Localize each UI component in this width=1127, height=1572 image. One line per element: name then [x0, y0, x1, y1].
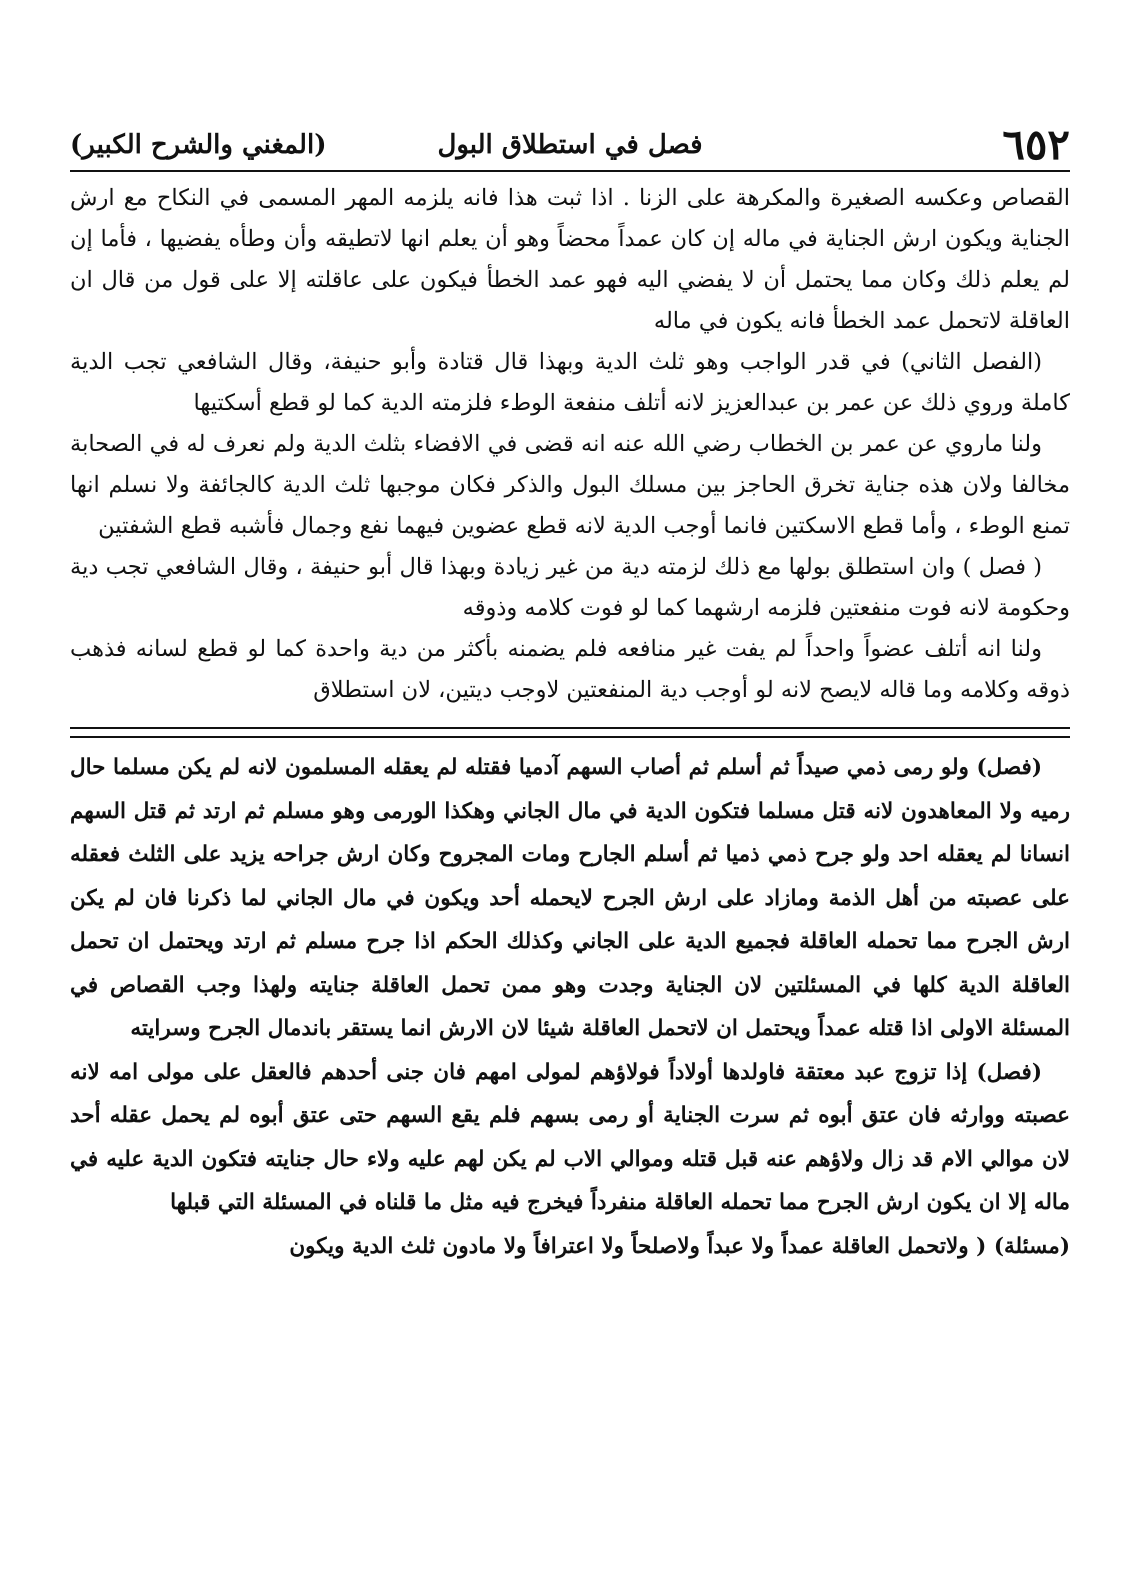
main-paragraph: القصاص وعكسه الصغيرة والمكرهة على الزنا . اذا ثبت هذا فانه يلزمه المهر المسمى في النكاح مع ارش الجناية ويكون ارش الجناية في ماله إن كان عمداً محضاً وهو أن يعلم انها لاتطيقه وأن وطأه يفضيها ، فأما إن لم يعلم ذلك وكان مما يحتمل أن لا يفضي اليه فهو عمد الخطأ فيكون على عاقلته إلا على قول من قال ان العاقلة لاتحمل عمد الخطأ فانه يكون في ماله: [70, 185, 1070, 334]
page-number: ٦٥٢: [1002, 120, 1070, 169]
commentary-paragraph: (فصل) ولو رمى ذمي صيداً ثم أسلم ثم أصاب السهم آدميا فقتله لم يعقله المسلمون لانه لم يكن مسلما حال رميه ولا المعاهدون لانه قتل مسلما فتكون الدية في مال الجاني وهكذا الورمى وهو مسلم ثم ارتد ثم قتل السهم انسانا لم يعقله احد ولو جرح ذمي ذميا ثم أسلم الجارح ومات المجروح وكان ارش جراحه يزيد على الثلث فعقله على عصبته من أهل الذمة ومازاد على ارش الجرح لايحمله أحد ويكون في مال الجاني لما ذكرنا فان لم يكن ارش الجرح مما تحمله العاقلة فجميع الدية على الجاني وكذلك الحكم اذا جرح مسلم ثم ارتد ويحتمل ان تحمل العاقلة الدية كلها في المسئلتين لان الجناية وجدت وهو ممن تحمل العاقلة جنايته ولهذا وجب القصاص في المسئلة الاولى اذا قتله عمداً ويحتمل ان لاتحمل العاقلة شيئا لان الارش انما يستقر باندمال الجرح وسرايته: [70, 755, 1070, 1041]
commentary-paragraph: (فصل) إذا تزوج عبد معتقة فاولدها أولاداً فولاؤهم لمولى امهم فان جنى أحدهم فالعقل على مولى امه لانه عصبته ووارثه فان عتق أبوه ثم سرت الجناية أو رمى بسهم فلم يقع السهم حتى عتق أبوه لم يحمل عقله أحد لان موالي الام قد زال ولاؤهم عنه قبل قتله وموالي الاب لم يكن لهم عليه ولاء حال جنايته فتكون الدية عليه في ماله إلا ان يكون ارش الجرح مما تحمله العاقلة منفرداً فيخرج فيه مثل ما قلناه في المسئلة التي قبلها: [70, 1059, 1070, 1215]
page: [70, 100, 1070, 1268]
main-text: [70, 178, 1070, 711]
page-header: [70, 100, 1070, 172]
book-title: (المغني والشرح الكبير): [70, 130, 327, 160]
commentary-text: [70, 746, 1070, 1268]
running-title: فصل في استطلاق البول: [437, 130, 703, 160]
main-paragraph: ولنا ماروي عن عمر بن الخطاب رضي الله عنه انه قضى في الافضاء بثلث الدية ولم نعرف له في الصحابة مخالفا ولان هذه جناية تخرق الحاجز بين مسلك البول والذكر فكان موجبها ثلث الدية كالجائفة ولا نسلم انها تمنع الوطء ، وأما قطع الاسكتين فانما أوجب الدية لانه قطع عضوين فيهما نفع وجمال فأشبه قطع الشفتين: [70, 431, 1070, 539]
section-divider: [70, 727, 1070, 738]
main-paragraph: (الفصل الثاني) في قدر الواجب وهو ثلث الدية وبهذا قال قتادة وأبو حنيفة، وقال الشافعي تجب الدية كاملة وروي ذلك عن عمر بن عبدالعزيز لانه أتلف منفعة الوطء فلزمته الدية كما لو قطع أسكتيها: [70, 349, 1070, 416]
main-paragraph: ( فصل ) وان استطلق بولها مع ذلك لزمته دية من غير زيادة وبهذا قال أبو حنيفة ، وقال الشافعي تجب دية وحكومة لانه فوت منفعتين فلزمه ارشهما كما لو فوت كلامه وذوقه: [70, 554, 1070, 621]
commentary-paragraph: (مسئلة) ( ولاتحمل العاقلة عمداً ولا عبداً ولاصلحاً ولا اعترافاً ولا مادون ثلث الدية ويكون: [289, 1233, 1070, 1259]
main-paragraph: ولنا انه أتلف عضواً واحداً لم يفت غير منافعه فلم يضمنه بأكثر من دية واحدة كما لو قطع لسانه فذهب ذوقه وكلامه وما قاله لايصح لانه لو أوجب دية المنفعتين لاوجب ديتين، لان استطلاق: [70, 636, 1070, 703]
